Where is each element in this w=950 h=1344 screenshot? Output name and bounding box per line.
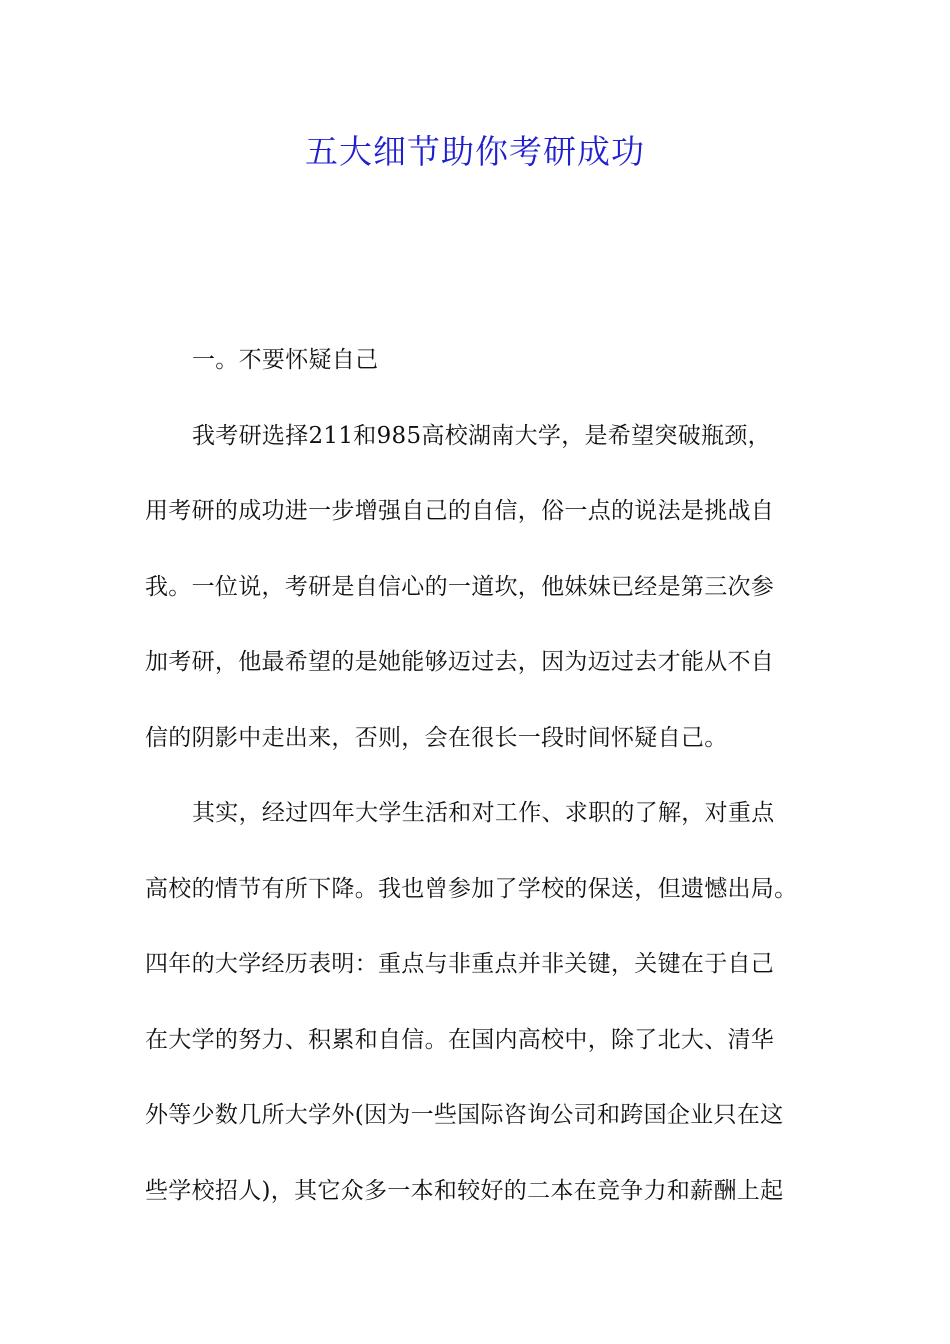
section-heading: 一。不要怀疑自己 <box>192 347 379 373</box>
paragraph-line: 四年的大学经历表明：重点与非重点并非关键，关键在于自己 <box>145 951 775 977</box>
paragraph-line: 加考研，他最希望的是她能够迈过去，因为迈过去才能从不自 <box>145 649 775 675</box>
paragraph-line: 高校的情节有所下降。我也曾参加了学校的保送，但遗憾出局。 <box>145 875 798 902</box>
paragraph-line: 用考研的成功进一步增强自己的自信，俗一点的说法是挑战自 <box>145 498 775 524</box>
paragraph-line: 我。一位说，考研是自信心的一道坎，他妹妹已经是第三次参 <box>145 573 775 600</box>
document-body <box>145 336 825 1242</box>
document-title: 五大细节助你考研成功 <box>305 132 645 171</box>
paragraph-line: 我考研选择211和985高校湖南大学，是希望突破瓶颈， <box>192 422 771 449</box>
paragraph-line: 外等少数几所大学外(因为一些国际咨询公司和跨国企业只在这 <box>145 1102 784 1128</box>
paragraph-line: 其实，经过四年大学生活和对工作、求职的了解，对重点 <box>192 800 775 826</box>
paragraph-line: 些学校招人)，其它众多一本和较好的二本在竞争力和薪酬上起 <box>145 1177 784 1204</box>
paragraph-line: 信的阴影中走出来，否则，会在很长一段时间怀疑自己。 <box>145 724 728 751</box>
paragraph-line: 在大学的努力、积累和自信。在国内高校中，除了北大、清华 <box>145 1026 775 1053</box>
